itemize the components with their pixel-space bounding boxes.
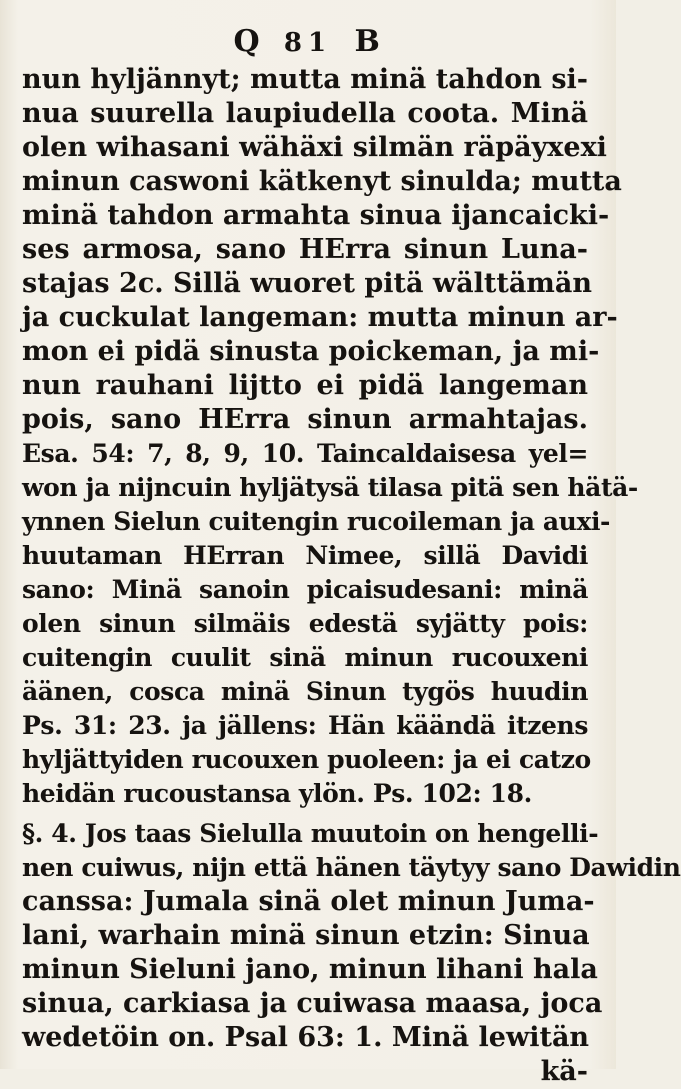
text-line: Ps. 31: 23. ja jällens: Hän käändä itzens <box>22 711 588 740</box>
right-ornament: B <box>354 24 386 59</box>
text-line: pois, sano HErra sinun armahtajas. <box>22 404 588 435</box>
text-line: won ja nijncuin hyljätysä tilasa pitä sen hätä- <box>22 473 638 502</box>
text-line: heidän rucoustansa ylön. Ps. 102: 18. <box>22 779 532 808</box>
catchword: kä- <box>540 1056 588 1087</box>
text-line: wedetöin on. Psal 63: 1. Minä lewitän <box>22 1022 590 1053</box>
page-number: 81 <box>283 28 333 58</box>
text-line: mon ei pidä sinusta poickeman, ja mi- <box>22 336 600 367</box>
text-line: minä tahdon armahta sinua ijancaicki- <box>22 200 610 231</box>
text-line: cuitengin cuulit sinä minun rucouxeni <box>22 643 588 672</box>
text-line: §. 4. Jos taas Sielulla muutoin on hengelli- <box>22 819 599 848</box>
text-line: äänen, cosca minä Sinun tygös huudin <box>22 677 588 706</box>
text-line: nua suurella laupiudella coota. Minä <box>22 98 588 129</box>
text-line: sinua, carkiasa ja cuiwasa maasa, joca <box>22 988 603 1019</box>
page-header <box>0 22 616 62</box>
text-line: nen cuiwus, nijn että hänen täytyy sano Dawidin <box>22 853 681 882</box>
text-line: sano: Minä sanoin picaisudesani: minä <box>22 575 588 604</box>
text-line: lani, warhain minä sinun etzin: Sinua <box>22 920 590 951</box>
text-line: olen sinun silmäis edestä syjätty pois: <box>22 609 588 638</box>
text-line: canssa: Jumala sinä olet minun Juma- <box>22 886 595 917</box>
text-line: nun rauhani lijtto ei pidä langeman <box>22 370 588 401</box>
text-line: minun caswoni kätkenyt sinulda; mutta <box>22 166 622 197</box>
body-text <box>22 63 681 1089</box>
text-line: nun hyljännyt; mutta minä tahdon si- <box>22 64 588 95</box>
text-line: minun Sieluni jano, minun lihani hala <box>22 954 598 985</box>
text-line: ja cuckulat langeman: mutta minun ar- <box>22 302 618 333</box>
text-line: stajas 2c. Sillä wuoret pitä wälttämän <box>22 268 593 299</box>
text-line: ses armosa, sano HErra sinun Luna- <box>22 234 588 265</box>
text-line: olen wihasani wähäxi silmän räpäyxexi <box>22 132 607 163</box>
text-line: hyljättyiden rucouxen puoleen: ja ei catzo <box>22 745 591 774</box>
text-line: huutaman HErran Nimee, sillä Davidi <box>22 541 588 570</box>
text-line: ynnen Sielun cuitengin rucoileman ja auxi- <box>22 507 611 536</box>
text-line: Esa. 54: 7, 8, 9, 10. Taincaldaisesa yel= <box>22 439 588 468</box>
left-ornament: Q <box>233 24 266 59</box>
